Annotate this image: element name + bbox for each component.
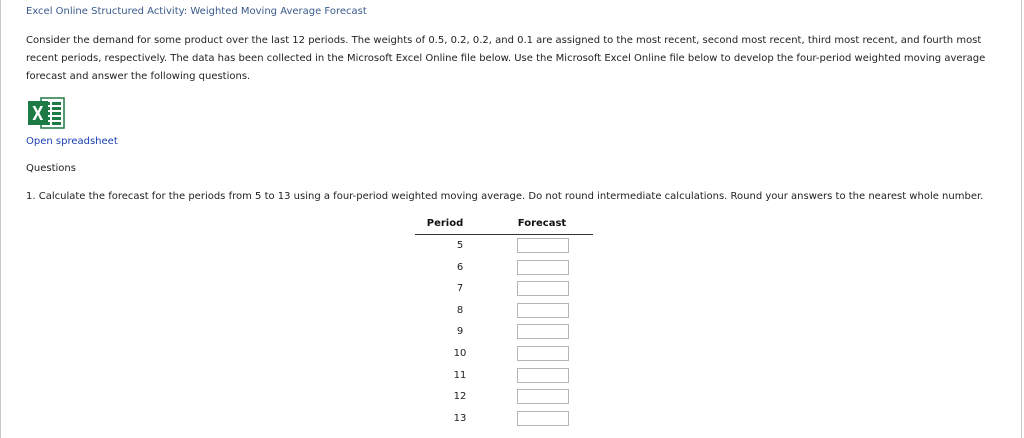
question-1-text: 1. Calculate the forecast for the periods from 5 to 13 using a four-period weighted moving average. Do not round intermediate calculations. Round your answers to the nearest whole number. — [26, 191, 984, 202]
forecast-input-period-7[interactable] — [517, 281, 569, 296]
forecast-input-period-9[interactable] — [517, 324, 569, 339]
table-row — [415, 365, 593, 387]
forecast-input-period-6[interactable] — [517, 260, 569, 275]
activity-description: Consider the demand for some product over the last 12 periods. The weights of 0.5, 0.2, 0.2, and 0.1 are assigned to the most recent, second most recent, third most recent, and fourth most recent periods, respectively. The data has been collected in the Microsoft Excel Online file below. Use the Microsoft Excel Online file below to develop the four-period weighted moving average forecast and answer the following questions. — [26, 35, 986, 82]
period-cell: 10 — [453, 347, 467, 359]
table-row — [415, 408, 593, 430]
table-row — [415, 235, 593, 257]
period-cell: 6 — [456, 261, 464, 273]
forecast-input-period-5[interactable] — [517, 238, 569, 253]
forecast-table — [415, 216, 593, 429]
table-row — [415, 321, 593, 343]
period-cell: 11 — [453, 369, 467, 381]
table-row — [415, 300, 593, 322]
excel-icon[interactable] — [27, 97, 65, 129]
period-cell: 5 — [456, 240, 464, 251]
open-spreadsheet-link[interactable]: Open spreadsheet — [26, 136, 118, 147]
period-cell: 7 — [456, 283, 464, 295]
period-cell: 9 — [456, 326, 464, 338]
activity-title: Excel Online Structured Activity: Weighted Moving Average Forecast — [26, 6, 367, 17]
period-column-header: Period — [426, 218, 464, 229]
table-row — [415, 278, 593, 300]
forecast-input-period-13[interactable] — [517, 411, 569, 426]
forecast-input-period-12[interactable] — [517, 389, 569, 404]
forecast-input-period-8[interactable] — [517, 303, 569, 318]
period-cell: 13 — [453, 412, 467, 424]
table-row — [415, 257, 593, 279]
questions-heading: Questions — [26, 163, 76, 174]
forecast-input-period-11[interactable] — [517, 368, 569, 383]
period-cell: 12 — [453, 391, 467, 403]
table-header — [415, 216, 593, 235]
forecast-column-header: Forecast — [517, 218, 567, 229]
forecast-input-period-10[interactable] — [517, 346, 569, 361]
period-cell: 8 — [456, 304, 464, 316]
table-row — [415, 386, 593, 408]
table-row — [415, 343, 593, 365]
